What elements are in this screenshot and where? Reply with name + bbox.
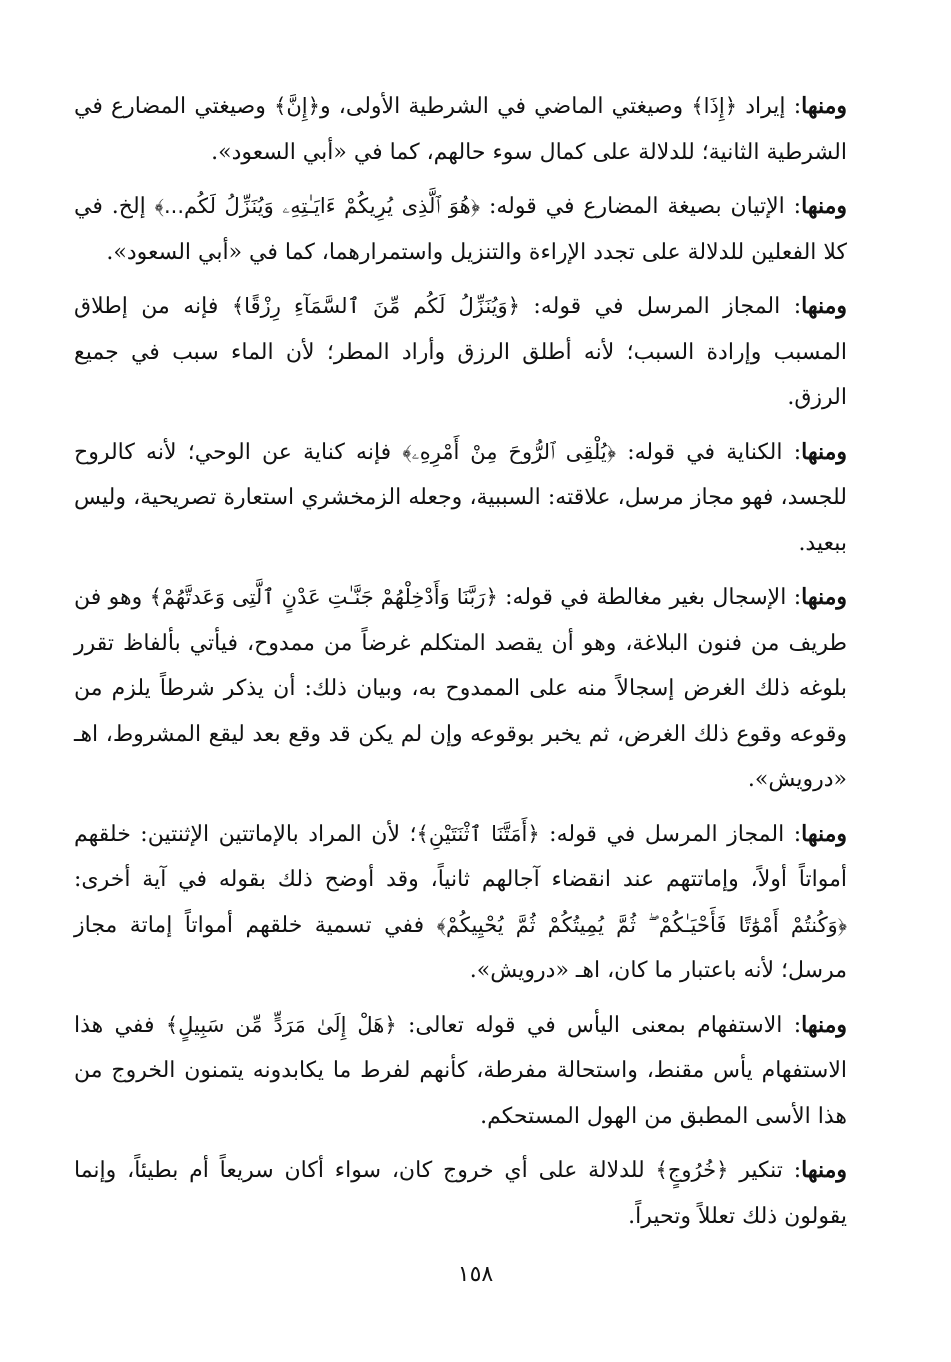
paragraph-6	[74, 812, 847, 994]
quran-quote: ﴿هُوَ ٱلَّذِى يُرِيكُمْ ءَايَـٰتِهِۦ وَيُنَزِّلُ لَكُم...﴾	[154, 194, 481, 218]
paragraph-lead: ومنها	[801, 193, 847, 219]
paragraph-lead: ومنها	[801, 438, 848, 465]
paragraph-lead: ومنها	[801, 293, 847, 319]
text-segment: إلخ. في كلا الفعلين للدلالة على تجدد الإراءة والتنزيل واستمرارهما، كما في «أبي السعود».	[74, 194, 847, 265]
paragraph-2	[74, 184, 847, 275]
text-segment: ؛ لأن المراد بالإماتتين الإثنتين: خلقهم أمواتاً أولاً، وإماتتهم عند انقضاء آجالهم ثانياً، وقد أوضح ذلك بقوله في آية أخرى:	[74, 821, 847, 892]
quran-quote: ﴿خُرُوجٍ﴾	[655, 1158, 729, 1182]
paragraph-5	[74, 575, 847, 803]
text-segment: : الإسجال بغير مغالطة في قوله:	[497, 585, 802, 610]
quran-quote: ﴿وَيُنَزِّلُ لَكُم مِّنَ ٱلسَّمَآءِ رِزْقًا﴾	[231, 294, 520, 318]
page-body	[74, 84, 847, 1248]
text-segment: وهو فن طريف من فنون البلاغة، وهو أن يقصد المتكلم غرضاً من ممدوح، فيأتي بألفاظ تقرر بلوغه ذلك الغرض إسجالاً منه على الممدوح به، وبيان ذلك: أن يذكر شرطاً يلزم من وقوعه وقوع ذلك الغرض، ثم يخبر بوقوعه وإن لم يكن قد وقع بعد ليقع المشروط، اهـ «درويش».	[74, 585, 847, 792]
text-segment: : المجاز المرسل في قوله:	[519, 294, 802, 319]
paragraph-7	[74, 1003, 847, 1140]
quran-quote: ﴿رَبَّنَا وَأَدْخِلْهُمْ جَنَّـٰتِ عَدْنٍ ٱلَّتِى وَعَدتَّهُمْ﴾	[149, 585, 498, 609]
quran-quote: ﴿أَمَتَّنَا ٱثْنَتَيْنِ﴾	[416, 821, 540, 846]
text-segment: ففي هذا الاستفهام يأس مقنط، واستحالة مفرطة، كأنهم لفرط ما يكابدونه يتمنون الخروج من هذا الأسى المطبق من الهول المستحكم.	[74, 1012, 847, 1129]
text-segment: : الكناية في قوله:	[616, 439, 802, 465]
quran-quote: ﴿إِنَّ﴾	[274, 94, 320, 118]
text-segment: : الإتيان بصيغة المضارع في قوله:	[480, 194, 802, 219]
paragraph-lead: ومنها	[801, 93, 848, 119]
paragraph-4	[74, 430, 847, 567]
text-segment: وصيغتي الماضي في الشرطية الأولى، و	[319, 94, 692, 119]
paragraph-8	[74, 1148, 847, 1239]
quran-quote: ﴿وَكُنتُمْ أَمْوَٰتًا فَأَحْيَـٰكُمْ ۖ ثُمَّ يُمِيتُكُمْ ثُمَّ يُحْيِيكُمْ﴾	[436, 912, 848, 937]
quran-quote: ﴿يُلْقِى ٱلرُّوحَ مِنْ أَمْرِهِۦ﴾	[402, 439, 616, 464]
text-segment: : إيراد	[737, 94, 802, 119]
paragraph-3	[74, 284, 847, 421]
paragraph-lead: ومنها	[801, 1011, 847, 1038]
text-segment: : الاستفهام بمعنى اليأس في قوله تعالى:	[396, 1012, 802, 1038]
quran-quote: ﴿هَلْ إِلَىٰ مَرَدٍّ مِّن سَبِيلٍ﴾	[165, 1012, 397, 1037]
text-segment: فإنه من إطلاق المسبب وإرادة السبب؛ لأنه أطلق الرزق وأراد المطر؛ لأن الماء سبب في جميع الرزق.	[74, 294, 847, 410]
paragraph-lead: ومنها	[801, 820, 847, 847]
text-segment: وصيغتي المضارع في الشرطية الثانية؛ للدلالة على كمال سوء حالهم، كما في «أبي السعود».	[74, 94, 847, 165]
paragraph-lead: ومنها	[801, 584, 847, 610]
text-segment: للدلالة على أي خروج كان، سواء أكان سريعاً أم بطيئاً، وإنما يقولون ذلك تعللاً وتحيراً.	[74, 1158, 847, 1229]
text-segment: ففي تسمية خلقهم أمواتاً إماتة مجاز مرسل؛ لأنه باعتبار ما كان، اهـ «درويش».	[74, 912, 847, 983]
page-number: ١٥٨	[457, 1262, 494, 1287]
text-segment: فإنه كناية عن الوحي؛ لأنه كالروح للجسد، فهو مجاز مرسل، علاقته: السببية، وجعله الزمخشري استعارة تصريحية، وليس ببعيد.	[74, 439, 847, 556]
text-segment: : تنكير	[728, 1158, 802, 1183]
quran-quote: ﴿إِذَا﴾	[691, 94, 738, 118]
text-segment: : المجاز المرسل في قوله:	[539, 821, 802, 847]
paragraph-1	[74, 84, 847, 175]
paragraph-lead: ومنها	[801, 1157, 847, 1183]
